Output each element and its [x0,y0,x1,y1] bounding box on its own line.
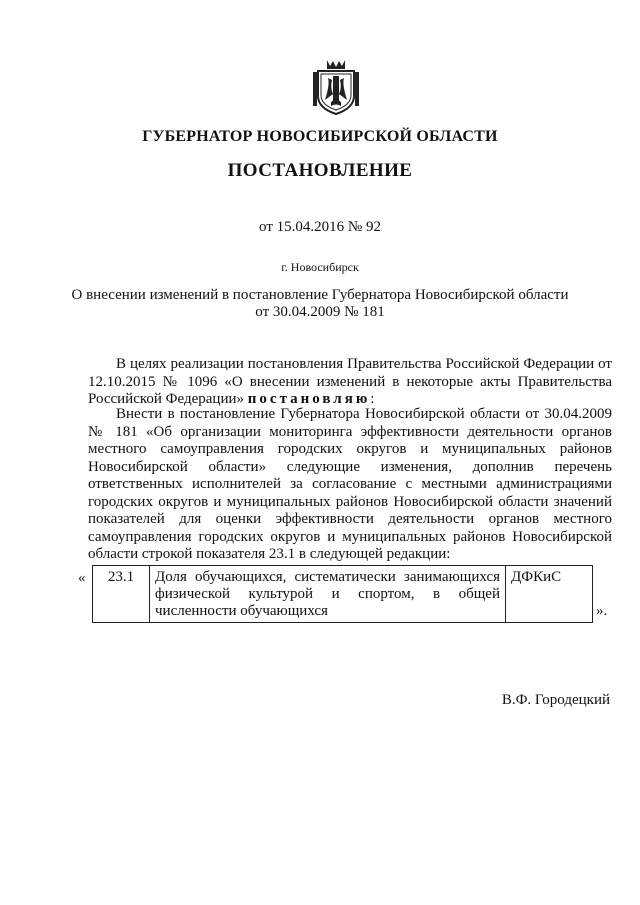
responsible-executor-cell: ДФКиС [506,566,593,623]
table-row [93,566,593,623]
indicator-table [92,565,593,623]
preamble-colon: : [370,391,375,407]
amendment-text: Внести в постановление Губернатора Новосибирской области от 30.04.2009 № 181 «Об организации мониторинга эффективности деятельности органов местного самоуправления городских округов и муниципальных районов Новосибирской области» следующие изменения, дополнив перечень ответственных исполнителей за согласование с местными администрациями городских округов и муниципальных районов Новосибирской области значений показателей для оценки эффективности деятельности органов местного самоуправления городских округов и муниципальных районов Новосибирской области строкой показателя 23.1 в следующей редакции: [88,406,612,562]
date-and-number: от 15.04.2016 № 92 [259,219,381,235]
authority-title: ГУБЕРНАТОР НОВОСИБИРСКОЙ ОБЛАСТИ [142,128,498,145]
indicator-description-cell: Доля обучающихся, систематически занимающихся физической культурой и спортом, в общей численности обучающихся [150,566,506,623]
city-line: г. Новосибирск [281,260,359,274]
signatory-name: В.Ф. Городецкий [501,692,610,708]
decree-keyword: постановляю [247,391,371,407]
opening-quote: « [78,570,86,586]
closing-quote: ». [596,603,608,619]
preamble-text: В целях реализации постановления Правительства Российской Федерации от 12.10.2015 № 1096 «О внесении изменений в некоторые акты Правительства Российской Федерации» [88,356,612,407]
document-subject [0,287,640,321]
amendment-paragraph [88,406,612,564]
subject-line-1: О внесении изменений в постановление Губернатора Новосибирской области [71,287,569,303]
document-type-heading: ПОСТАНОВЛЕНИЕ [227,160,413,181]
subject-line-2: от 30.04.2009 № 181 [255,304,385,320]
preamble-paragraph [88,356,612,409]
indicator-number-cell: 23.1 [93,566,150,623]
coat-of-arms-icon [313,58,359,116]
